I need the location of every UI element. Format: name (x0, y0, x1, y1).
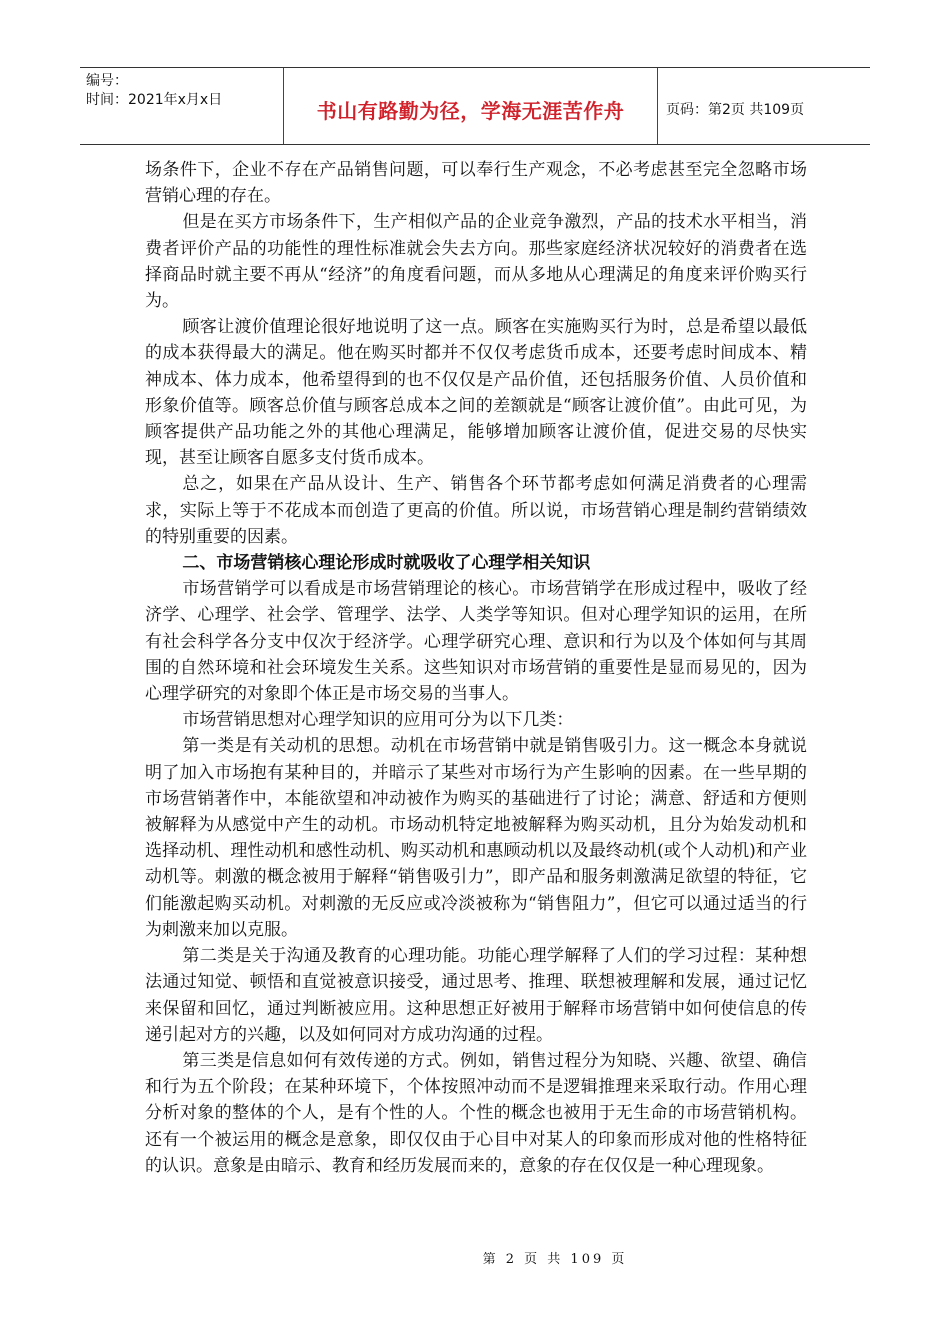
section-heading: 二、市场营销核心理论形成时就吸收了心理学相关知识 (182, 553, 591, 574)
page-footer: 第 2 页 共 109 页 (482, 1252, 628, 1267)
paragraph: 市场营销思想对心理学知识的应用可分为以下几类： (182, 710, 574, 731)
document-time-label: 时间：2021年x月x日 (86, 92, 223, 108)
document-body (145, 157, 807, 1179)
header-motto: 书山有路勤为径，学海无涯苦作舟 (316, 98, 625, 123)
paragraph: 顾客让渡价值理论很好地说明了这一点。顾客在实施购买行为时，总是希望以最低的成本获得最大的满足。他在购买时都并不仅仅考虑货币成本，还要考虑时间成本、精神成本、体力成本，他希望得到的也不仅仅是产品价值，还包括服务价值、人员价值和形象价值等。顾客总价值与顾客总成本之间的差额就是“顾客让渡价值”。由此可见，为顾客提供产品功能之外的其他心理满足，能够增加顾客让渡价值，促进交易的尽快实现，甚至让顾客自愿多支付货币成本。 (145, 317, 807, 469)
paragraph: 总之，如果在产品从设计、生产、销售各个环节都考虑如何满足消费者的心理需求，实际上等于不花成本而创造了更高的价值。所以说，市场营销心理是制约营销绩效的特别重要的因素。 (145, 474, 807, 547)
paragraph: 第三类是信息如何有效传递的方式。例如，销售过程分为知晓、兴趣、欲望、确信和行为五个阶段；在某种环境下，个体按照冲动而不是逻辑推理来采取行动。作用心理分析对象的整体的个人，是有个性的人。个性的概念也被用于无生命的市场营销机构。还有一个被运用的概念是意象，即仅仅由于心目中对某人的印象而形成对他的性格特征的认识。意象是由暗示、教育和经历发展而来的，意象的存在仅仅是一种心理现象。 (145, 1050, 807, 1176)
header-page-info-cell (658, 68, 870, 144)
paragraph: 但是在买方市场条件下，生产相似产品的企业竞争激烈，产品的技术水平相当，消费者评价产品的功能性的理性标准就会失去方向。那些家庭经济状况较好的消费者在选择商品时就主要不再从“经济”的角度看问题，而从多地从心理满足的角度来评价购买行为。 (145, 212, 807, 312)
document-number-label: 编号： (86, 73, 128, 89)
header-meta-cell (80, 68, 284, 144)
page-header (80, 67, 870, 145)
paragraph: 市场营销学可以看成是市场营销理论的核心。市场营销学在形成过程中，吸收了经济学、心理学、社会学、管理学、法学、人类学等知识。但对心理学知识的运用，在所有社会科学各分支中仅次于经济学。心理学研究心理、意识和行为以及个体如何与其周围的自然环境和社会环境发生关系。这些知识对市场营销的重要性是显而易见的，因为心理学研究的对象即个体正是市场交易的当事人。 (145, 579, 807, 705)
paragraph: 第二类是关于沟通及教育的心理功能。功能心理学解释了人们的学习过程：某种想法通过知觉、顿悟和直觉被意识接受，通过思考、推理、联想被理解和发展，通过记忆来保留和回忆，通过判断被应用。这种思想正好被用于解释市场营销中如何使信息的传递引起对方的兴趣，以及如何同对方成功沟通的过程。 (145, 946, 807, 1045)
paragraph: 第一类是有关动机的思想。动机在市场营销中就是销售吸引力。这一概念本身就说明了加入市场抱有某种目的，并暗示了某些对市场行为产生影响的因素。在一些早期的市场营销著作中，本能欲望和冲动被作为购买的基础进行了讨论；满意、舒适和方便则被解释为从感觉中产生的动机。市场动机特定地被解释为购买动机，且分为始发动机和选择动机、理性动机和感性动机、购买动机和惠顾动机以及最终动机(或个人动机)和产业动机等。刺激的概念被用于解释“销售吸引力”，即产品和服务刺激满足欲望的特征，它们能激起购买动机。对刺激的无反应或冷淡被称为“销售阻力”，但它可以通过适当的行为刺激来加以克服。 (145, 736, 807, 940)
header-page-info: 页码：第2页 共109页 (666, 102, 805, 118)
paragraph-continued: 场条件下，企业不存在产品销售问题，可以奉行生产观念，不必考虑甚至完全忽略市场营销心理的存在。 (145, 160, 807, 207)
header-motto-cell (284, 68, 658, 144)
